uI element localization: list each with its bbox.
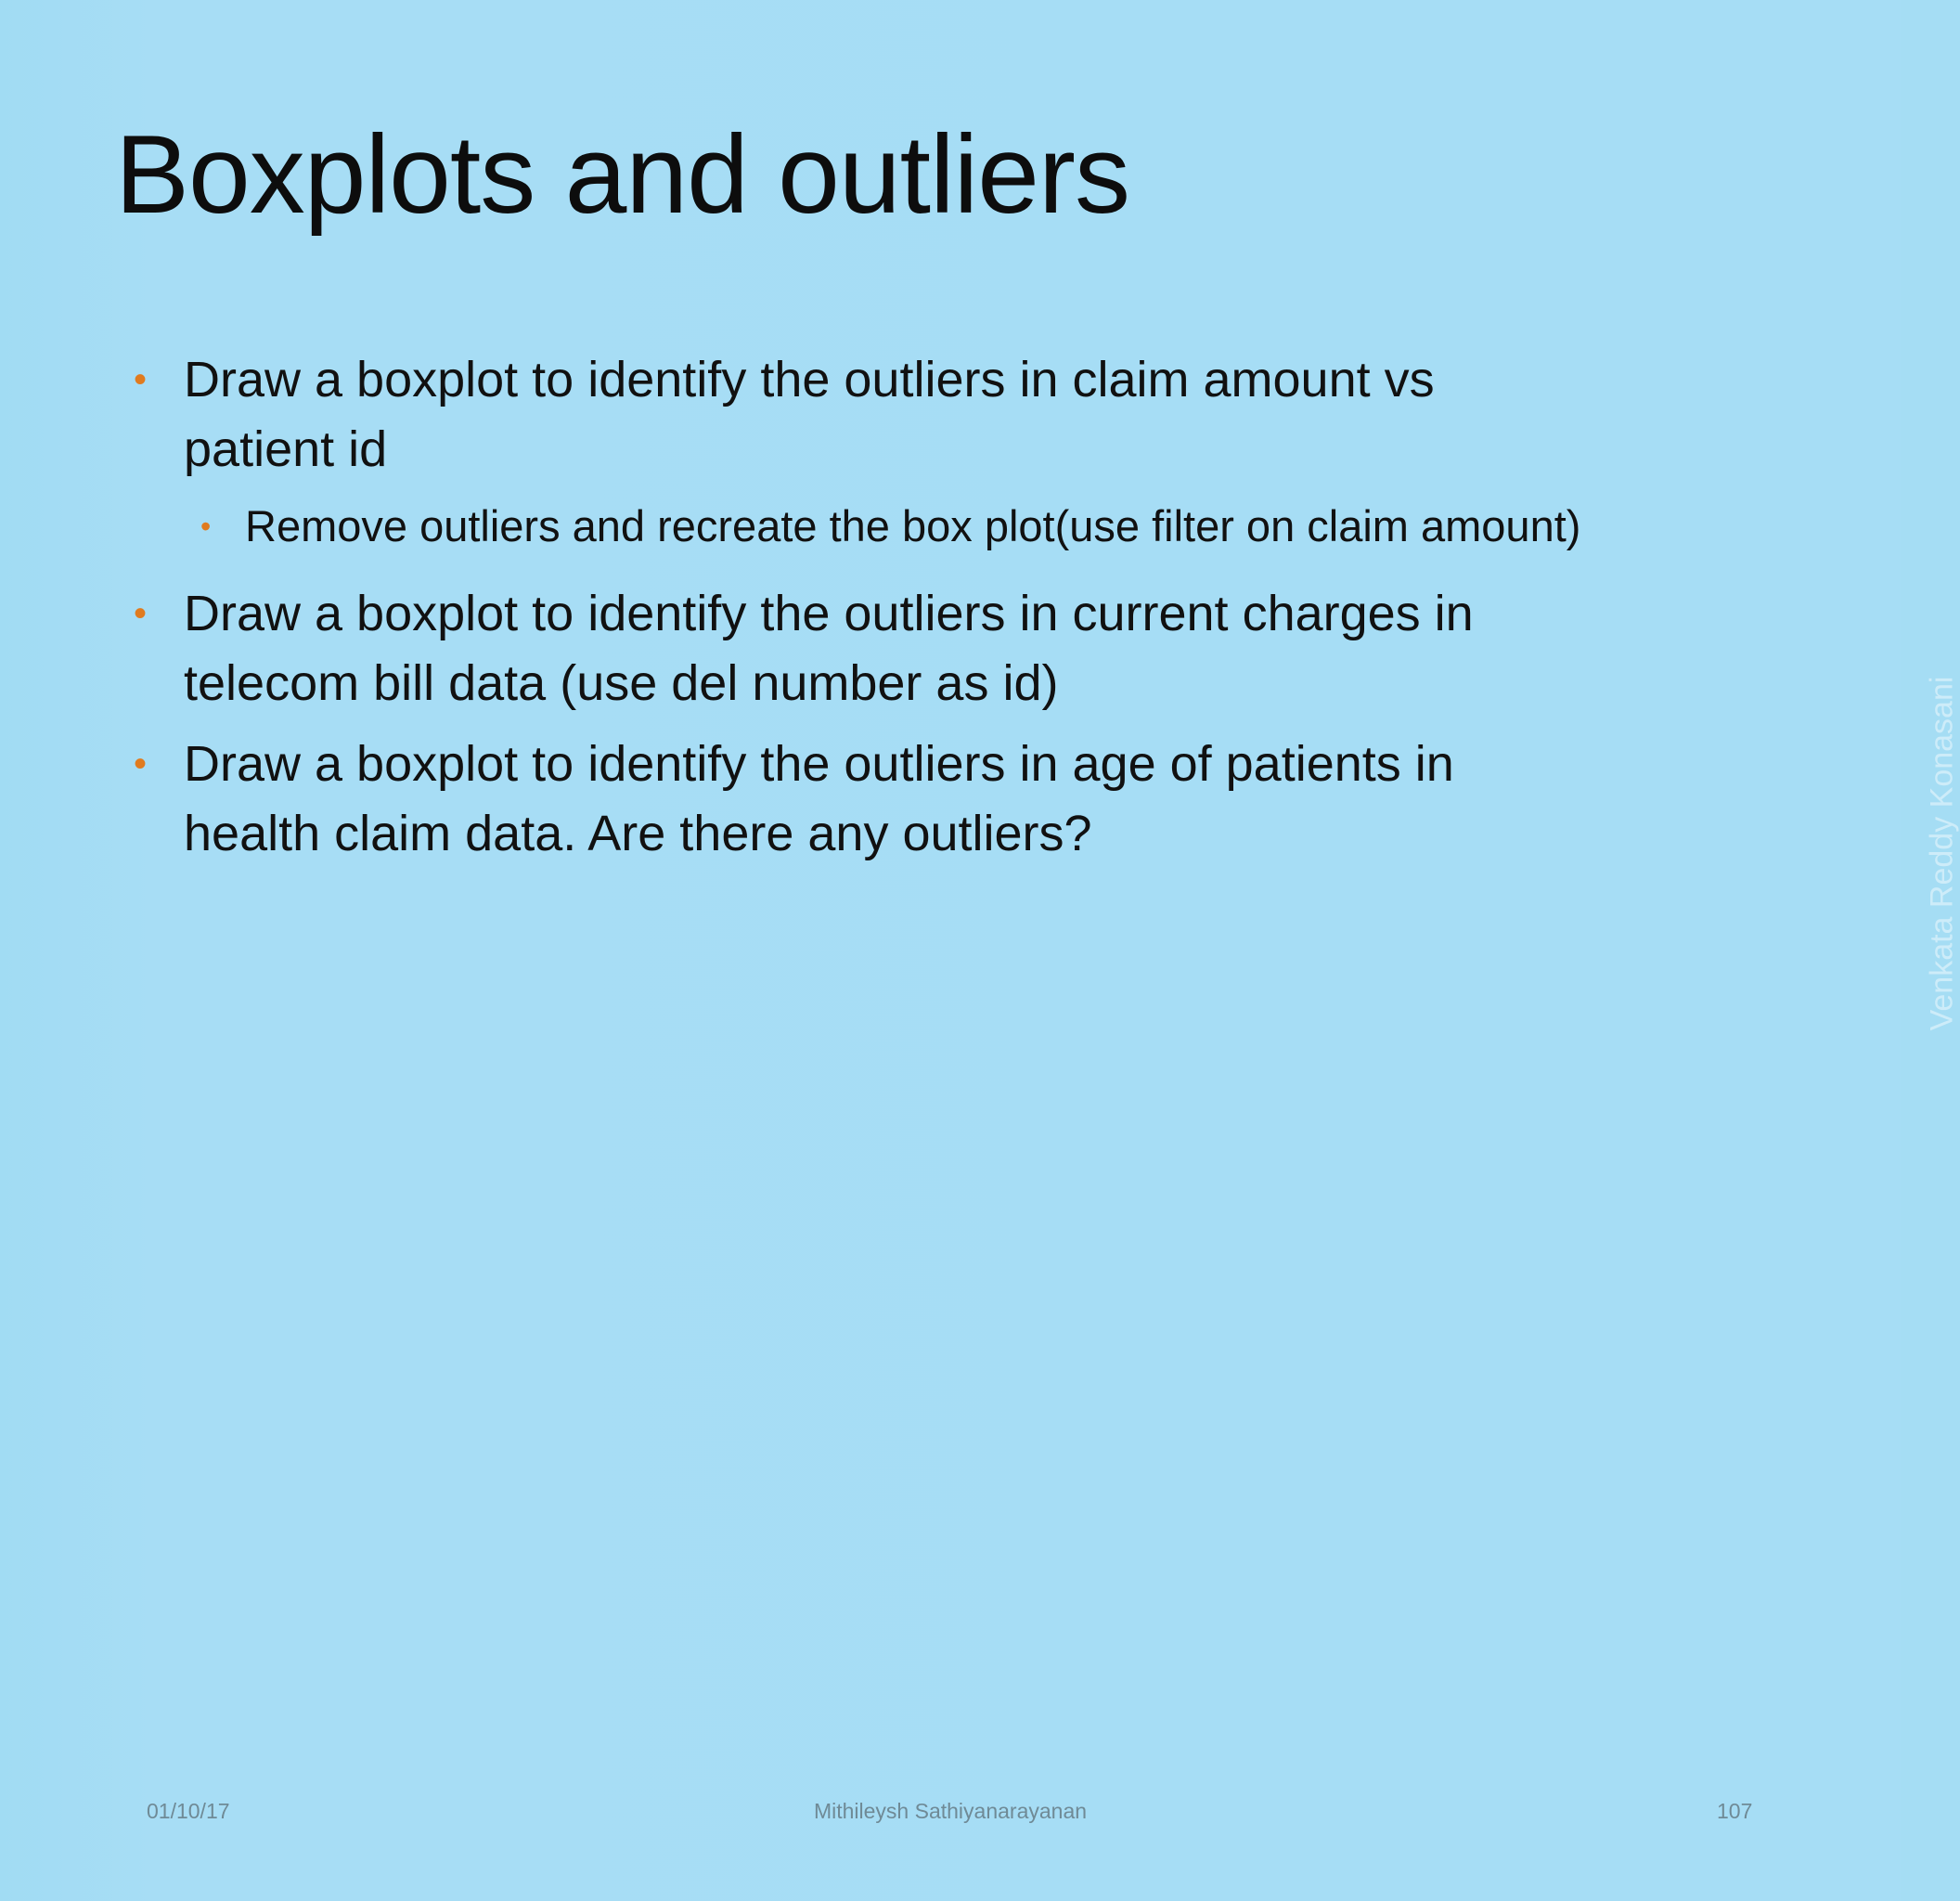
bullet-text: Remove outliers and recreate the box plot(use filter on claim amount) <box>245 501 1581 550</box>
footer-date: 01/10/17 <box>147 1799 230 1823</box>
bullet-text: Draw a boxplot to identify the outliers in claim amount vs patient id <box>184 352 1435 477</box>
watermark: Venkata Reddy Konasani <box>1924 676 1960 1031</box>
bullet-item <box>130 730 1596 869</box>
bullet-text: Draw a boxplot to identify the outliers in current charges in telecom bill data (use del number as id) <box>184 586 1474 711</box>
bullet-dot-icon: • <box>134 744 148 784</box>
footer-page-number: 107 <box>1717 1799 1753 1823</box>
bullet-text: Draw a boxplot to identify the outliers in age of patients in health claim data. Are there any outliers? <box>184 736 1454 861</box>
bullet-list <box>130 345 1596 880</box>
footer-author: Mithileysh Sathiyanarayanan <box>813 1799 1088 1823</box>
sub-bullet-item <box>130 496 1596 557</box>
slide-title: Boxplots and outliers <box>115 112 1129 237</box>
bullet-dot-icon: • <box>134 359 148 400</box>
bullet-dot-icon: • <box>200 510 212 543</box>
bullet-dot-icon: • <box>134 593 148 634</box>
bullet-item <box>130 345 1596 485</box>
bullet-item <box>130 579 1596 718</box>
